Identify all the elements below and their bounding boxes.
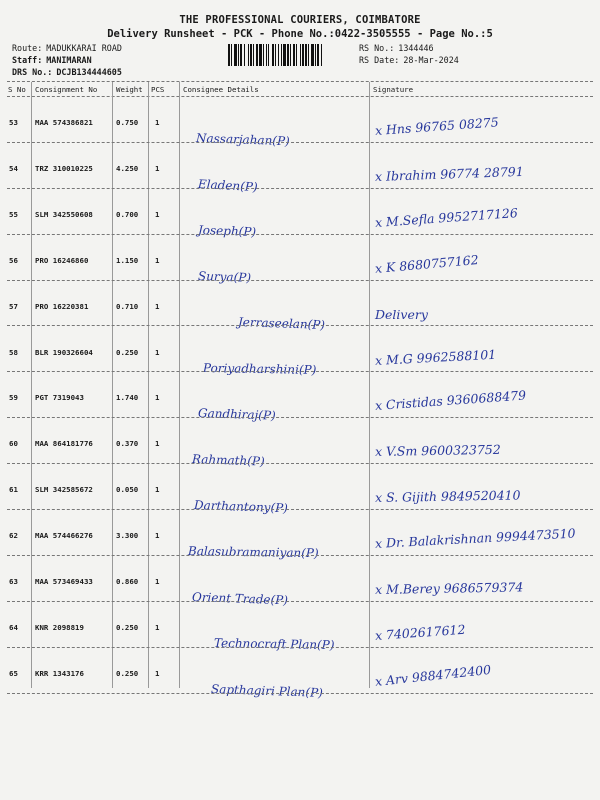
serial-number: 53 bbox=[9, 118, 18, 127]
serial-number: 58 bbox=[9, 347, 18, 357]
consignment-number: KNR 2098819 bbox=[35, 622, 84, 632]
serial-number: 60 bbox=[9, 439, 18, 449]
consignee-name: Orient Trade(P) bbox=[191, 590, 289, 608]
rs-date-label: RS Date: bbox=[359, 55, 400, 65]
staff-field bbox=[12, 55, 92, 65]
serial-number: 56 bbox=[9, 255, 18, 265]
consignee-name: Sapthagiri Plan(P) bbox=[210, 681, 324, 700]
weight-value: 1.740 bbox=[116, 393, 139, 403]
pieces-count: 1 bbox=[155, 301, 160, 311]
weight-value: 0.710 bbox=[116, 301, 139, 311]
barcode-bar bbox=[278, 44, 279, 66]
barcode-bar bbox=[240, 44, 242, 66]
signature-entry: x Ibrahim 96774 28791 bbox=[374, 163, 524, 184]
barcode-bar bbox=[317, 44, 319, 66]
barcode-bar bbox=[305, 44, 307, 66]
barcode-bar bbox=[231, 44, 232, 66]
signature-entry: x Arv 9884742400 bbox=[374, 661, 492, 689]
serial-number: 59 bbox=[9, 393, 18, 403]
table-top-rule bbox=[7, 81, 593, 82]
col-pcs: PCS bbox=[151, 85, 165, 94]
pieces-count: 1 bbox=[155, 531, 160, 541]
col-consignee: Consignee Details bbox=[183, 85, 259, 94]
signature-entry: x Dr. Balakrishnan 9994473510 bbox=[374, 525, 576, 552]
barcode-bar bbox=[281, 44, 282, 66]
barcode-bar bbox=[321, 44, 322, 66]
rs-no-label: RS No.: bbox=[359, 43, 395, 53]
serial-number: 64 bbox=[9, 622, 18, 632]
table-row bbox=[0, 235, 600, 285]
barcode-bar bbox=[302, 44, 304, 66]
drs-field bbox=[12, 67, 122, 77]
consignment-number: PRO 16220381 bbox=[35, 301, 89, 311]
weight-value: 0.050 bbox=[116, 485, 139, 495]
barcode-bar bbox=[300, 44, 301, 66]
table-row bbox=[0, 97, 600, 149]
consignee-name: Eladen(P) bbox=[197, 176, 258, 195]
table-row bbox=[0, 189, 600, 239]
table-row bbox=[0, 143, 600, 195]
barcode-bar bbox=[266, 44, 267, 66]
signature-entry: Delivery bbox=[375, 306, 428, 322]
table-row bbox=[0, 602, 600, 652]
serial-number: 57 bbox=[9, 301, 18, 311]
barcode-bar bbox=[228, 44, 230, 66]
table-row bbox=[0, 464, 600, 516]
barcode-bar bbox=[253, 44, 254, 66]
rs-date-field bbox=[359, 55, 459, 65]
signature-entry: x M.Berey 9686579374 bbox=[374, 579, 524, 597]
weight-value: 0.700 bbox=[116, 209, 139, 219]
barcode-bar bbox=[250, 44, 252, 66]
consignment-number: PRO 16246860 bbox=[35, 255, 89, 265]
signature-entry: x M.Sefla 9952717126 bbox=[374, 204, 519, 230]
table-row bbox=[0, 372, 600, 424]
consignee-name: Gandhiraj(P) bbox=[197, 406, 276, 424]
pieces-count: 1 bbox=[155, 118, 160, 127]
serial-number: 62 bbox=[9, 531, 18, 541]
barcode-bar bbox=[287, 44, 289, 66]
barcode-bar bbox=[308, 44, 309, 66]
pieces-count: 1 bbox=[155, 577, 160, 586]
consignee-name: Darthantony(P) bbox=[193, 498, 289, 516]
weight-value: 0.370 bbox=[116, 439, 139, 449]
pieces-count: 1 bbox=[155, 255, 160, 265]
pieces-count: 1 bbox=[155, 209, 160, 219]
company-title: THE PROFESSIONAL COURIERS, COIMBATORE bbox=[179, 14, 421, 26]
consignment-number: KRR 1343176 bbox=[35, 668, 84, 678]
rs-date-value: 28-Mar-2024 bbox=[403, 55, 459, 65]
table-row bbox=[0, 281, 600, 332]
rs-no-field bbox=[359, 43, 434, 53]
barcode-bar bbox=[275, 44, 276, 66]
serial-number: 54 bbox=[9, 163, 18, 173]
weight-value: 0.860 bbox=[116, 577, 139, 586]
pieces-count: 1 bbox=[155, 485, 160, 495]
consignment-number: SLM 342585672 bbox=[35, 485, 93, 495]
signature-entry: x M.G 9962588101 bbox=[374, 346, 497, 368]
barcode-bar bbox=[244, 44, 245, 66]
serial-number: 55 bbox=[9, 209, 18, 219]
rs-no-value: 1344446 bbox=[398, 43, 434, 53]
consignee-name: Jerraseelan(P) bbox=[237, 314, 326, 332]
weight-value: 4.250 bbox=[116, 163, 139, 173]
consignee-name: Poriyadharshini(P) bbox=[202, 360, 317, 377]
route-label: Route: bbox=[12, 43, 43, 53]
barcode-bar bbox=[234, 44, 237, 66]
route-value: MADUKKARAI ROAD bbox=[46, 43, 122, 53]
barcode-bar bbox=[296, 44, 297, 66]
staff-value: MANIMARAN bbox=[46, 55, 92, 65]
signature-entry: x Hns 96765 08275 bbox=[374, 114, 500, 138]
signature-entry: x 7402617612 bbox=[374, 621, 466, 643]
staff-label: Staff: bbox=[12, 55, 43, 65]
barcode-bar bbox=[311, 44, 314, 66]
table-row bbox=[0, 648, 600, 700]
weight-value: 0.750 bbox=[116, 118, 139, 127]
serial-number: 61 bbox=[9, 485, 18, 495]
row-rule bbox=[7, 693, 593, 694]
table-row bbox=[0, 327, 600, 377]
barcode-bar bbox=[256, 44, 258, 66]
consignee-name: Technocraft Plan(P) bbox=[213, 635, 335, 652]
barcode-bar bbox=[272, 44, 274, 66]
barcode-bar bbox=[259, 44, 262, 66]
barcode-bar bbox=[293, 44, 295, 66]
drs-label: DRS No.: bbox=[12, 67, 53, 77]
consignment-number: BLR 190326604 bbox=[35, 347, 93, 357]
barcode-bar bbox=[263, 44, 264, 66]
col-weight: Weight bbox=[116, 85, 143, 94]
pieces-count: 1 bbox=[155, 163, 160, 173]
consignee-name: Rahmath(P) bbox=[191, 452, 265, 469]
pieces-count: 1 bbox=[155, 393, 160, 403]
consignment-number: MAA 864181776 bbox=[35, 439, 93, 449]
signature-entry: x K 8680757162 bbox=[374, 251, 480, 276]
weight-value: 0.250 bbox=[116, 668, 139, 678]
col-consignment: Consignment No bbox=[35, 85, 98, 94]
consignment-number: MAA 573469433 bbox=[35, 577, 93, 586]
serial-number: 63 bbox=[9, 577, 18, 586]
barcode bbox=[228, 44, 356, 66]
barcode-bar bbox=[290, 44, 291, 66]
consignment-number: PGT 7319043 bbox=[35, 393, 84, 403]
drs-value: DCJB134444605 bbox=[56, 67, 122, 77]
weight-value: 3.300 bbox=[116, 531, 139, 541]
signature-entry: x Cristidas 9360688479 bbox=[374, 387, 527, 414]
barcode-bar bbox=[315, 44, 316, 66]
signature-entry: x V.Sm 9600323752 bbox=[374, 442, 501, 460]
pieces-count: 1 bbox=[155, 439, 160, 449]
consignee-name: Nassarjahan(P) bbox=[195, 131, 290, 149]
pieces-count: 1 bbox=[155, 668, 160, 678]
pieces-count: 1 bbox=[155, 622, 160, 632]
table-row bbox=[0, 418, 600, 469]
serial-number: 65 bbox=[9, 668, 18, 678]
consignee-name: Balasubramaniyan(P) bbox=[187, 544, 319, 561]
col-signature: Signature bbox=[373, 85, 414, 94]
pieces-count: 1 bbox=[155, 347, 160, 357]
weight-value: 0.250 bbox=[116, 622, 139, 632]
consignee-name: Surya(P) bbox=[197, 268, 252, 285]
runsheet-subtitle: Delivery Runsheet - PCK - Phone No.:0422-3505555 - Page No.:5 bbox=[107, 28, 493, 40]
consignment-number: SLM 342550608 bbox=[35, 209, 93, 219]
consignment-number: MAA 574466276 bbox=[35, 531, 93, 541]
signature-entry: x S. Gijith 9849520410 bbox=[374, 487, 521, 506]
weight-value: 1.150 bbox=[116, 255, 139, 265]
barcode-bar bbox=[268, 44, 269, 66]
route-field bbox=[12, 43, 122, 53]
table-row bbox=[0, 510, 600, 561]
barcode-bar bbox=[238, 44, 239, 66]
barcode-bar bbox=[283, 44, 286, 66]
consignment-number: TRZ 310010225 bbox=[35, 163, 93, 173]
weight-value: 0.250 bbox=[116, 347, 139, 357]
consignee-name: Joseph(P) bbox=[197, 222, 257, 239]
barcode-bar bbox=[248, 44, 249, 66]
col-sno: S No bbox=[8, 85, 26, 94]
table-row bbox=[0, 556, 600, 608]
consignment-number: MAA 574386821 bbox=[35, 118, 93, 127]
